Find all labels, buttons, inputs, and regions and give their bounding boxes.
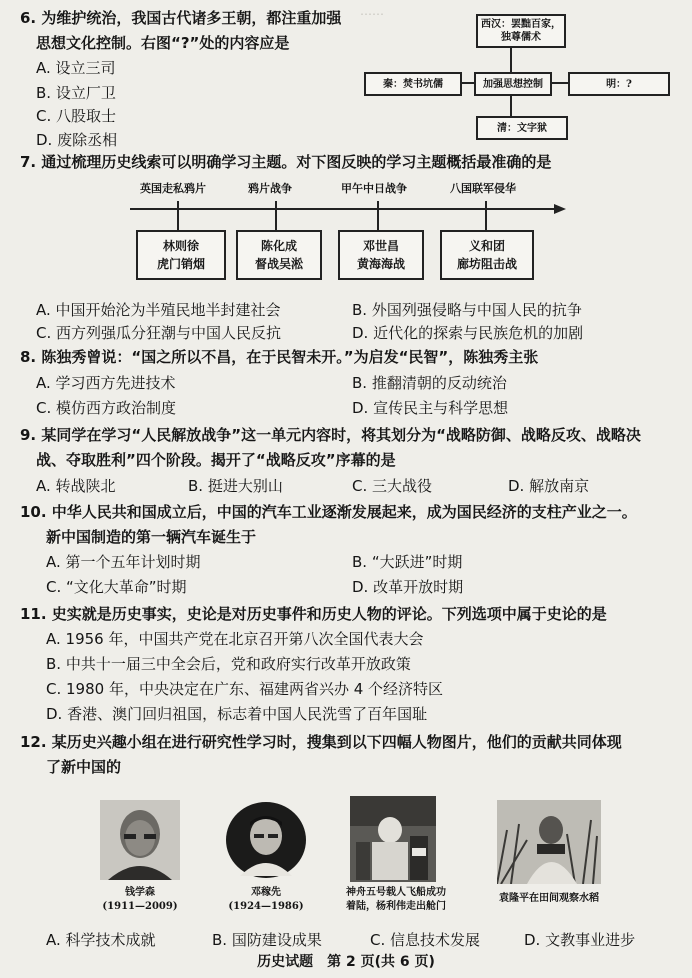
- q12-option-b[interactable]: B. 国防建设成果: [212, 931, 322, 949]
- timeline-arrow-icon: [554, 204, 566, 214]
- q7-box-1-line2: 虎门销烟: [156, 257, 205, 271]
- q7-option-b[interactable]: B. 外国列强侵略与中国人民的抗争: [352, 301, 582, 319]
- photo-yuan-longping: [497, 800, 601, 884]
- q7-box-2-line2: 督战吴淞: [254, 257, 303, 271]
- q6-option-d[interactable]: D. 废除丞相: [36, 131, 118, 149]
- photo-qian-xuesen: [100, 800, 180, 880]
- q7-event-1: 英国走私鸦片: [140, 182, 206, 195]
- q11-option-a[interactable]: A. 1956 年，中国共产党在北京召开第八次全国代表大会: [46, 630, 424, 648]
- caption-4-line1: 袁隆平在田间观察水稻: [499, 893, 599, 904]
- q9-stem-line2: 战、夺取胜利”四个阶段。揭开了“战略反攻”序幕的是: [36, 451, 396, 469]
- q6-stem-line2: 思想文化控制。右图“?”处的内容应是: [36, 34, 290, 52]
- bleed-through-text: ……: [360, 4, 384, 18]
- q10-stem-line1: 10. 中华人民共和国成立后，中国的汽车工业逐渐发展起来，成为国民经济的支柱产业之一。: [20, 503, 637, 521]
- q11-option-d[interactable]: D. 香港、澳门回归祖国，标志着中国人民洗雪了百年国耻: [46, 705, 428, 723]
- q6-box-center: 加强思想控制: [474, 72, 552, 96]
- q9-stem-line1: 9. 某同学在学习“人民解放战争”这一单元内容时，将其划分为“战略防御、战略反攻、战略决: [20, 426, 641, 444]
- q7-box-3: [338, 230, 424, 280]
- q8-option-d[interactable]: D. 宣传民主与科学思想: [352, 399, 509, 417]
- q6-option-b[interactable]: B. 设立厂卫: [36, 84, 116, 102]
- caption-2: [216, 886, 316, 914]
- q6-option-a[interactable]: A. 设立三司: [36, 59, 116, 77]
- q7-box-3-line2: 黄海海战: [356, 257, 405, 271]
- q7-stem: 7. 通过梳理历史线索可以明确学习主题。对下图反映的学习主题概括最准确的是: [20, 153, 552, 171]
- caption-1: [90, 886, 190, 914]
- photo-deng-jiaxian: [224, 800, 308, 880]
- q9-option-c[interactable]: C. 三大战役: [352, 477, 433, 495]
- q6-box-left: 秦：焚书坑儒: [364, 72, 462, 96]
- q7-box-4-line1: 义和团: [468, 239, 505, 253]
- caption-1-name: 钱学森: [125, 887, 155, 898]
- q7-event-2: 鸦片战争: [248, 182, 292, 195]
- q11-option-b[interactable]: B. 中共十一届三中全会后，党和政府实行改革开放政策: [46, 655, 411, 673]
- q12-stem-line2: 了新中国的: [46, 758, 122, 776]
- q7-event-3: 甲午中日战争: [341, 182, 407, 195]
- q12-option-a[interactable]: A. 科学技术成就: [46, 931, 156, 949]
- q9-option-d[interactable]: D. 解放南京: [508, 477, 590, 495]
- q7-box-4-line2: 廊坊阻击战: [456, 257, 517, 271]
- q7-box-1-line1: 林则徐: [162, 239, 199, 253]
- caption-3-line2: 着陆，杨利伟走出舱门: [346, 901, 446, 912]
- q7-box-2: [236, 230, 322, 280]
- q7-option-d[interactable]: D. 近代化的探索与民族危机的加剧: [352, 324, 584, 342]
- q8-stem: 8. 陈独秀曾说：“国之所以不昌，在于民智未开。”为启发“民智”，陈独秀主张: [20, 348, 539, 366]
- q9-option-a[interactable]: A. 转战陕北: [36, 477, 116, 495]
- q10-option-d[interactable]: D. 改革开放时期: [352, 578, 464, 596]
- q12-option-c[interactable]: C. 信息技术发展: [370, 931, 481, 949]
- q11-option-c[interactable]: C. 1980 年，中央决定在广东、福建两省兴办 4 个经济特区: [46, 680, 444, 698]
- q12-option-d[interactable]: D. 文教事业进步: [524, 931, 636, 949]
- q9-option-b[interactable]: B. 挺进大别山: [188, 477, 283, 495]
- caption-3: [336, 886, 456, 914]
- caption-2-years: (1924—1986): [228, 901, 304, 912]
- q6-box-bottom: 清：文字狱: [476, 116, 568, 140]
- q6-stem-line1: 6. 为维护统治，我国古代诸多王朝，都注重加强: [20, 9, 342, 27]
- page-footer: 历史试题 第 2 页(共 6 页): [257, 954, 435, 970]
- q6-option-c[interactable]: C. 八股取士: [36, 107, 117, 125]
- photo-shenzhou5: [350, 796, 436, 882]
- q7-box-2-line1: 陈化成: [260, 239, 297, 253]
- q6-box-top: 西汉：罢黜百家，独尊儒术: [476, 14, 566, 48]
- q10-option-a[interactable]: A. 第一个五年计划时期: [46, 553, 201, 571]
- q7-event-4: 八国联军侵华: [450, 182, 516, 195]
- caption-3-line1: 神舟五号载人飞船成功: [346, 887, 446, 898]
- q8-option-c[interactable]: C. 模仿西方政治制度: [36, 399, 177, 417]
- q8-option-a[interactable]: A. 学习西方先进技术: [36, 374, 176, 392]
- q12-stem-line1: 12. 某历史兴趣小组在进行研究性学习时，搜集到以下四幅人物图片，他们的贡献共同体现: [20, 733, 622, 751]
- q10-stem-line2: 新中国制造的第一辆汽车诞生于: [46, 528, 257, 546]
- q7-option-a[interactable]: A. 中国开始沦为半殖民地半封建社会: [36, 301, 281, 319]
- caption-4: [484, 892, 614, 906]
- q7-box-1: [136, 230, 226, 280]
- q7-box-3-line1: 邓世昌: [362, 239, 399, 253]
- q8-option-b[interactable]: B. 推翻清朝的反动统治: [352, 374, 507, 392]
- q11-stem: 11. 史实就是历史事实，史论是对历史事件和历史人物的评论。下列选项中属于史论的是: [20, 605, 607, 623]
- q7-option-c[interactable]: C. 西方列强瓜分狂潮与中国人民反抗: [36, 324, 282, 342]
- q10-option-c[interactable]: C. “文化大革命”时期: [46, 578, 187, 596]
- q7-box-4: [440, 230, 534, 280]
- q6-box-right: 明：?: [568, 72, 670, 96]
- caption-2-name: 邓稼先: [251, 887, 281, 898]
- caption-1-years: (1911—2009): [102, 901, 178, 912]
- q10-option-b[interactable]: B. “大跃进”时期: [352, 553, 463, 571]
